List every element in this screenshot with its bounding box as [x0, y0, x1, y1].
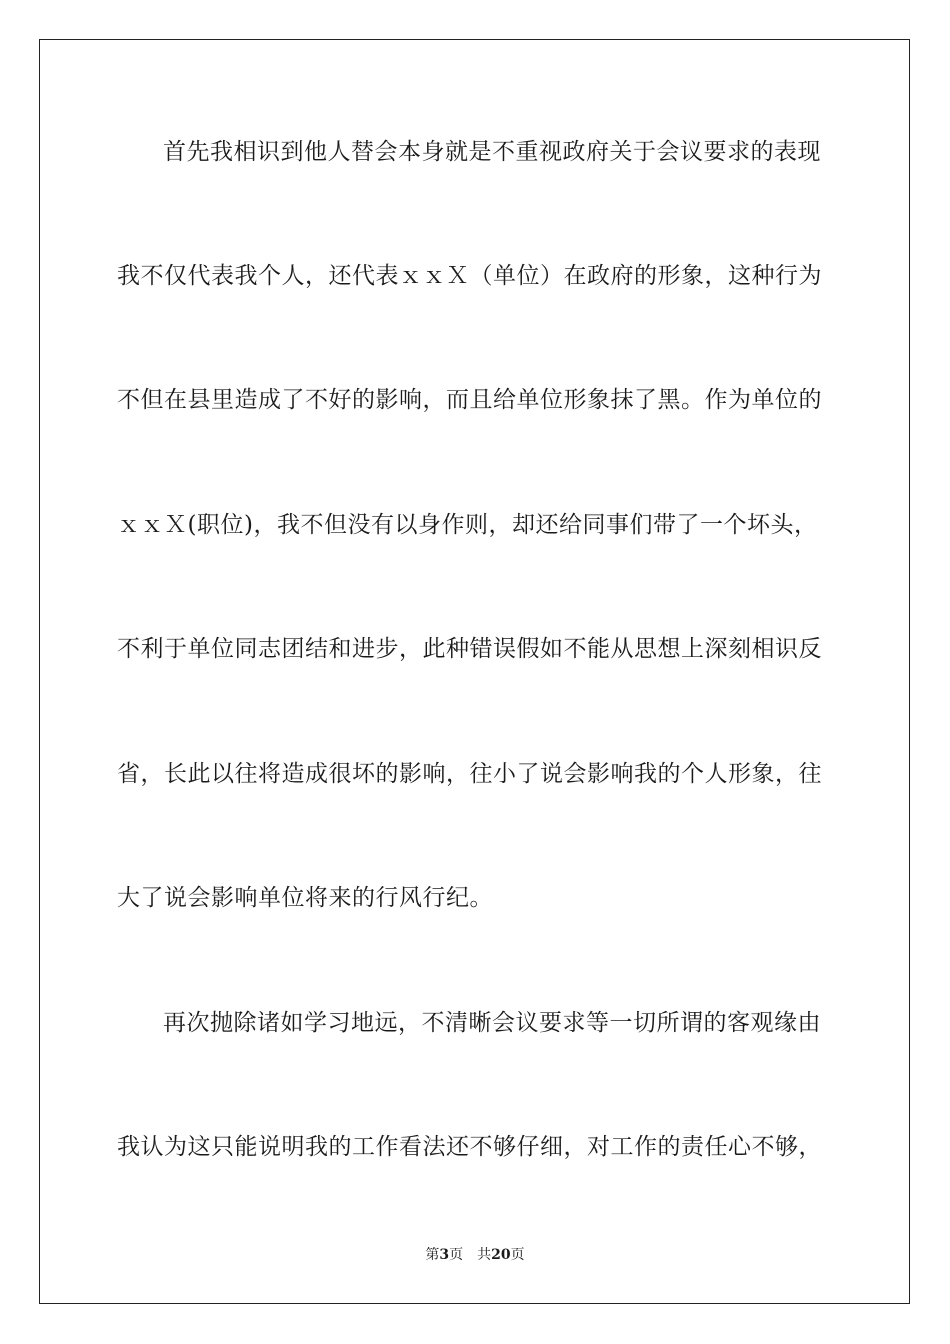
- page-total-prefix: 共: [477, 1247, 492, 1263]
- page-total-suffix: 页: [510, 1247, 525, 1263]
- page-number-suffix: 页: [449, 1247, 464, 1263]
- page-total-count: 20: [491, 1247, 511, 1263]
- paragraph-line: 不但在县里造成了不好的影响，而且给单位形象抹了黑。作为单位的: [117, 387, 822, 413]
- paragraph-line: 我认为这只能说明我的工作看法还不够仔细，对工作的责任心不够，: [117, 1134, 822, 1160]
- page-footer: [0, 1246, 950, 1264]
- paragraph-line: 不利于单位同志团结和进步，此种错误假如不能从思想上深刻相识反: [117, 636, 822, 662]
- paragraph-line: 再次抛除诸如学习地远，不清晰会议要求等一切所谓的客观缘由: [163, 1010, 821, 1036]
- paragraph-line: ｘｘＸ(职位)，我不但没有以身作则，却还给同事们带了一个坏头，: [117, 512, 818, 538]
- paragraph-line: 大了说会影响单位将来的行风行纪。: [117, 885, 493, 911]
- paragraph-line: 首先我相识到他人替会本身就是不重视政府关于会议要求的表现: [163, 139, 821, 165]
- page-border: [39, 39, 910, 1304]
- page-number-prefix: 第: [425, 1247, 440, 1263]
- paragraph-line: 我不仅代表我个人，还代表ｘｘＸ（单位）在政府的形象，这种行为: [117, 263, 822, 289]
- page-number-current: 3: [439, 1247, 450, 1263]
- paragraph-line: 省，长此以往将造成很坏的影响，往小了说会影响我的个人形象，往: [117, 761, 822, 787]
